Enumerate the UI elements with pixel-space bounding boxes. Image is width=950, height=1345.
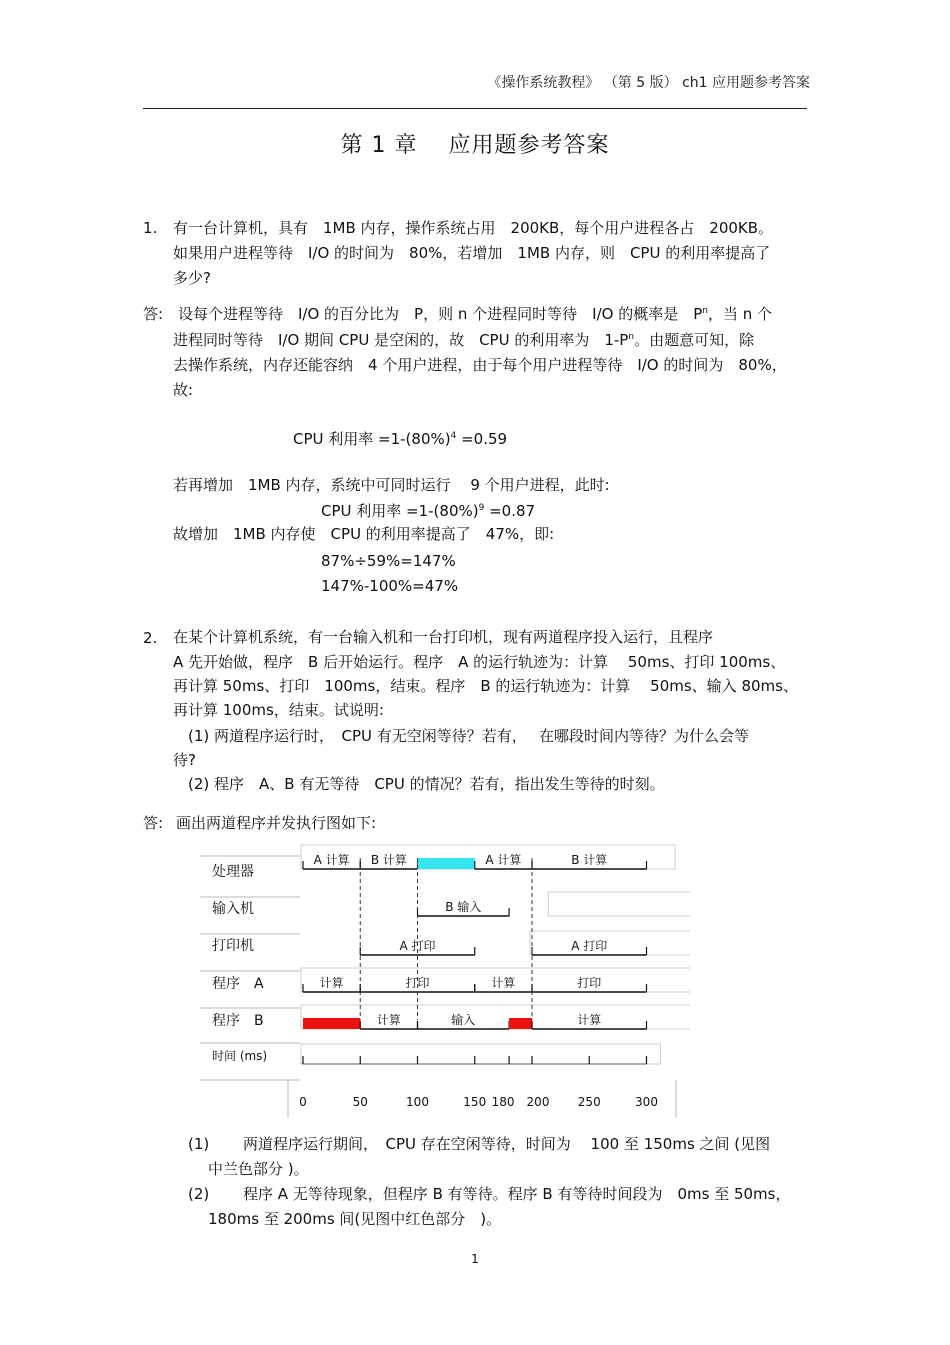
c2-line-2: 180ms 至 200ms 间(见图中红色部分 )。 bbox=[208, 1210, 502, 1228]
q2-line-3: 再计算 50ms、打印 100ms，结束。程序 B 的运行轨迹为：计算 50ms、输入 80ms、 bbox=[173, 677, 798, 695]
segment-label: A 打印 bbox=[571, 939, 608, 953]
segment-label: 打印 bbox=[405, 976, 430, 990]
q1-line-3: 多少? bbox=[173, 269, 211, 287]
a1-line-2: 进程同时等待 I/O 期间 CPU 是空闲的，故 CPU 的利用率为 $1-P^n$。由题意可知，除 bbox=[173, 331, 755, 349]
tick-label: 100 bbox=[406, 1095, 429, 1109]
row-label: 输入机 bbox=[212, 901, 254, 917]
tick-label: 180 bbox=[491, 1095, 515, 1109]
idle-segment bbox=[418, 858, 475, 869]
q1-line-2: 如果用户进程等待 I/O 的时间为 80%，若增加 1MB 内存，则 CPU 的利用率提高了 bbox=[173, 244, 771, 262]
row-label: 程序 A bbox=[212, 976, 264, 992]
segment-label: 输入 bbox=[451, 1013, 476, 1027]
segment-label: 计算 bbox=[376, 1013, 401, 1027]
running-header: 《操作系统教程》 （第 5 版） ch1 应用题参考答案 bbox=[487, 75, 810, 91]
segment-label: 计算 bbox=[319, 976, 344, 990]
q2-number: 2. bbox=[143, 629, 158, 647]
formula-4: 147%-100%=47% bbox=[321, 577, 459, 595]
formula-2: CPU 利用率 $=1-(80\%)^9 =0.87$ bbox=[321, 502, 536, 520]
row-label: 时间 (ms) bbox=[212, 1049, 268, 1063]
a2-label: 答: bbox=[143, 814, 164, 832]
c2-number: (2) bbox=[188, 1185, 210, 1203]
axis-frame bbox=[301, 1044, 661, 1064]
tick-label: 0 bbox=[299, 1095, 307, 1109]
c1-line-2: 中兰色部分 )。 bbox=[208, 1160, 309, 1178]
header-rule bbox=[143, 108, 807, 109]
q2-sub-1-cont: 待? bbox=[173, 751, 196, 769]
q1-number: 1. bbox=[143, 219, 158, 237]
segment-label: 计算 bbox=[577, 1013, 602, 1027]
segment-label: B 计算 bbox=[370, 853, 407, 867]
page-number: 1 bbox=[471, 1252, 479, 1266]
tick-label: 150 bbox=[463, 1095, 487, 1109]
row-label: 打印机 bbox=[212, 938, 254, 954]
row-label: 程序 B bbox=[212, 1013, 264, 1029]
segment-label: B 计算 bbox=[571, 853, 608, 867]
q2-sub-2: (2) 程序 A、B 有无等待 CPU 的情况？若有，指出发生等待的时刻。 bbox=[188, 775, 665, 793]
q2-line-1: 在某个计算机系统，有一台输入机和一台打印机，现有两道程序投入运行，且程序 bbox=[173, 628, 714, 646]
segment-label: 计算 bbox=[491, 976, 516, 990]
segment-label: B 输入 bbox=[445, 900, 482, 914]
a1-line-6: 故增加 1MB 内存使 CPU 的利用率提高了 47%，即: bbox=[173, 525, 555, 543]
row-frame bbox=[530, 931, 690, 955]
tick-label: 300 bbox=[635, 1095, 658, 1109]
segment-label: 打印 bbox=[577, 976, 602, 990]
c2-line-1: 程序 A 无等待现象，但程序 B 有等待。程序 B 有等待时间段为 0ms 至 50ms， bbox=[243, 1185, 791, 1203]
c1-line-1: 两道程序运行期间， CPU 存在空闲等待，时间为 100 至 150ms 之间 (见图 bbox=[243, 1135, 771, 1153]
gantt-chart bbox=[200, 838, 690, 1123]
wait-segment bbox=[303, 1018, 360, 1029]
segment-label: A 打印 bbox=[399, 939, 436, 953]
q2-line-4: 再计算 100ms，结束。试说明: bbox=[173, 701, 384, 719]
a1-label: 答: bbox=[143, 305, 164, 323]
q1-line-1: 有一台计算机，具有 1MB 内存，操作系统占用 200KB，每个用户进程各占 200KB。 bbox=[173, 219, 774, 237]
tick-label: 250 bbox=[577, 1095, 601, 1109]
q2-line-2: A 先开始做，程序 B 后开始运行。程序 A 的运行轨迹为：计算 50ms、打印 100ms、 bbox=[173, 653, 786, 671]
tick-label: 50 bbox=[352, 1095, 368, 1109]
row-frame bbox=[548, 892, 690, 916]
c1-number: (1) bbox=[188, 1135, 210, 1153]
row-label: 处理器 bbox=[212, 864, 254, 880]
a2-text: 画出两道程序并发执行图如下: bbox=[176, 814, 377, 832]
a1-line-4: 故: bbox=[173, 381, 194, 399]
formula-3: 87%÷59%=147% bbox=[321, 552, 456, 570]
a1-line-1: 设每个进程等待 I/O 的百分比为 P，则 n 个进程同时等待 I/O 的概率是 $P^n$，当 n 个 bbox=[178, 305, 773, 323]
formula-1: CPU 利用率 $=1-(80\%)^4 =0.59$ bbox=[293, 430, 508, 448]
wait-segment bbox=[509, 1018, 532, 1029]
tick-label: 200 bbox=[526, 1095, 550, 1109]
segment-label: A 计算 bbox=[485, 853, 522, 867]
a1-line-5: 若再增加 1MB 内存，系统中可同时运行 9 个用户进程，此时: bbox=[173, 476, 610, 494]
segment-label: A 计算 bbox=[313, 853, 350, 867]
chapter-title: 第 1 章 应用题参考答案 bbox=[340, 133, 610, 158]
q2-sub-1: (1) 两道程序运行时， CPU 有无空闲等待？若有， 在哪段时间内等待？为什么会等 bbox=[188, 727, 750, 745]
a1-line-3: 去操作系统，内存还能容纳 4 个用户进程，由于每个用户进程等待 I/O 的时间为 80%， bbox=[173, 356, 787, 374]
